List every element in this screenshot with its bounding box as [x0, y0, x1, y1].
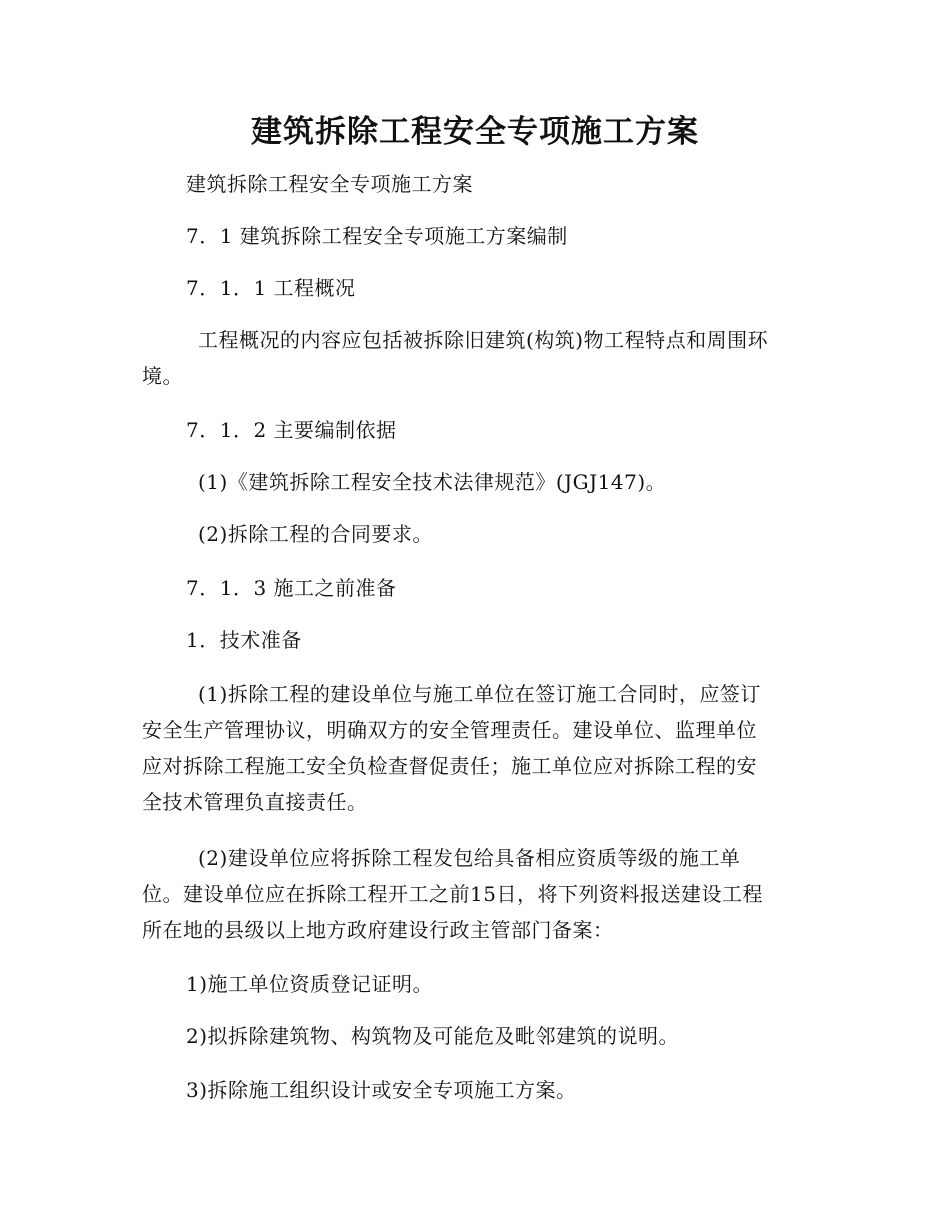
document-title: 建筑拆除工程安全专项施工方案 [251, 114, 699, 150]
paragraph-safety-agreement [142, 676, 812, 820]
paragraph-project-overview [142, 322, 812, 394]
paragraph-line: 所在地的县级以上地方政府建设行政主管部门备案： [142, 918, 614, 942]
paragraph-line: (2)建设单位应将拆除工程发包给具备相应资质等级的施工单 [198, 846, 741, 870]
section-heading-7-1-2: 7．1．2 主要编制依据 [186, 418, 397, 442]
section-heading-7-1: 7．1 建筑拆除工程安全专项施工方案编制 [186, 224, 568, 248]
list-item-basis-2: (2)拆除工程的合同要求。 [198, 522, 433, 546]
section-heading-7-1-1: 7．1．1 工程概况 [186, 276, 356, 300]
list-item-material-3: 3)拆除施工组织设计或安全专项施工方案。 [186, 1078, 577, 1102]
paragraph-line: 位。建设单位应在拆除工程开工之前15日，将下列资料报送建设工程 [142, 882, 763, 906]
list-item-material-1: 1)施工单位资质登记证明。 [186, 972, 434, 996]
paragraph-line: 全技术管理负直接责任。 [142, 790, 368, 814]
paragraph-line: 境。 [142, 364, 183, 388]
list-item-basis-1: (1)《建筑拆除工程安全技术法律规范》(JGJ147)。 [198, 470, 667, 494]
list-item-material-2: 2)拟拆除建筑物、构筑物及可能危及毗邻建筑的说明。 [186, 1024, 680, 1048]
section-heading-7-1-3: 7．1．3 施工之前准备 [186, 576, 397, 600]
paragraph-line: (1)拆除工程的建设单位与施工单位在签订施工合同时，应签订 [198, 682, 761, 706]
paragraph-line: 工程概况的内容应包括被拆除旧建筑(构筑)物工程特点和周围环 [198, 328, 769, 352]
paragraph-line: 安全生产管理协议，明确双方的安全管理责任。建设单位、监理单位 [142, 718, 757, 742]
paragraph-contracting-filing [142, 840, 812, 948]
paragraph-line: 应对拆除工程施工安全负检查督促责任；施工单位应对拆除工程的安 [142, 754, 757, 778]
subtitle-paragraph: 建筑拆除工程安全专项施工方案 [186, 172, 473, 196]
subheading-technical-preparation: 1．技术准备 [186, 628, 302, 652]
